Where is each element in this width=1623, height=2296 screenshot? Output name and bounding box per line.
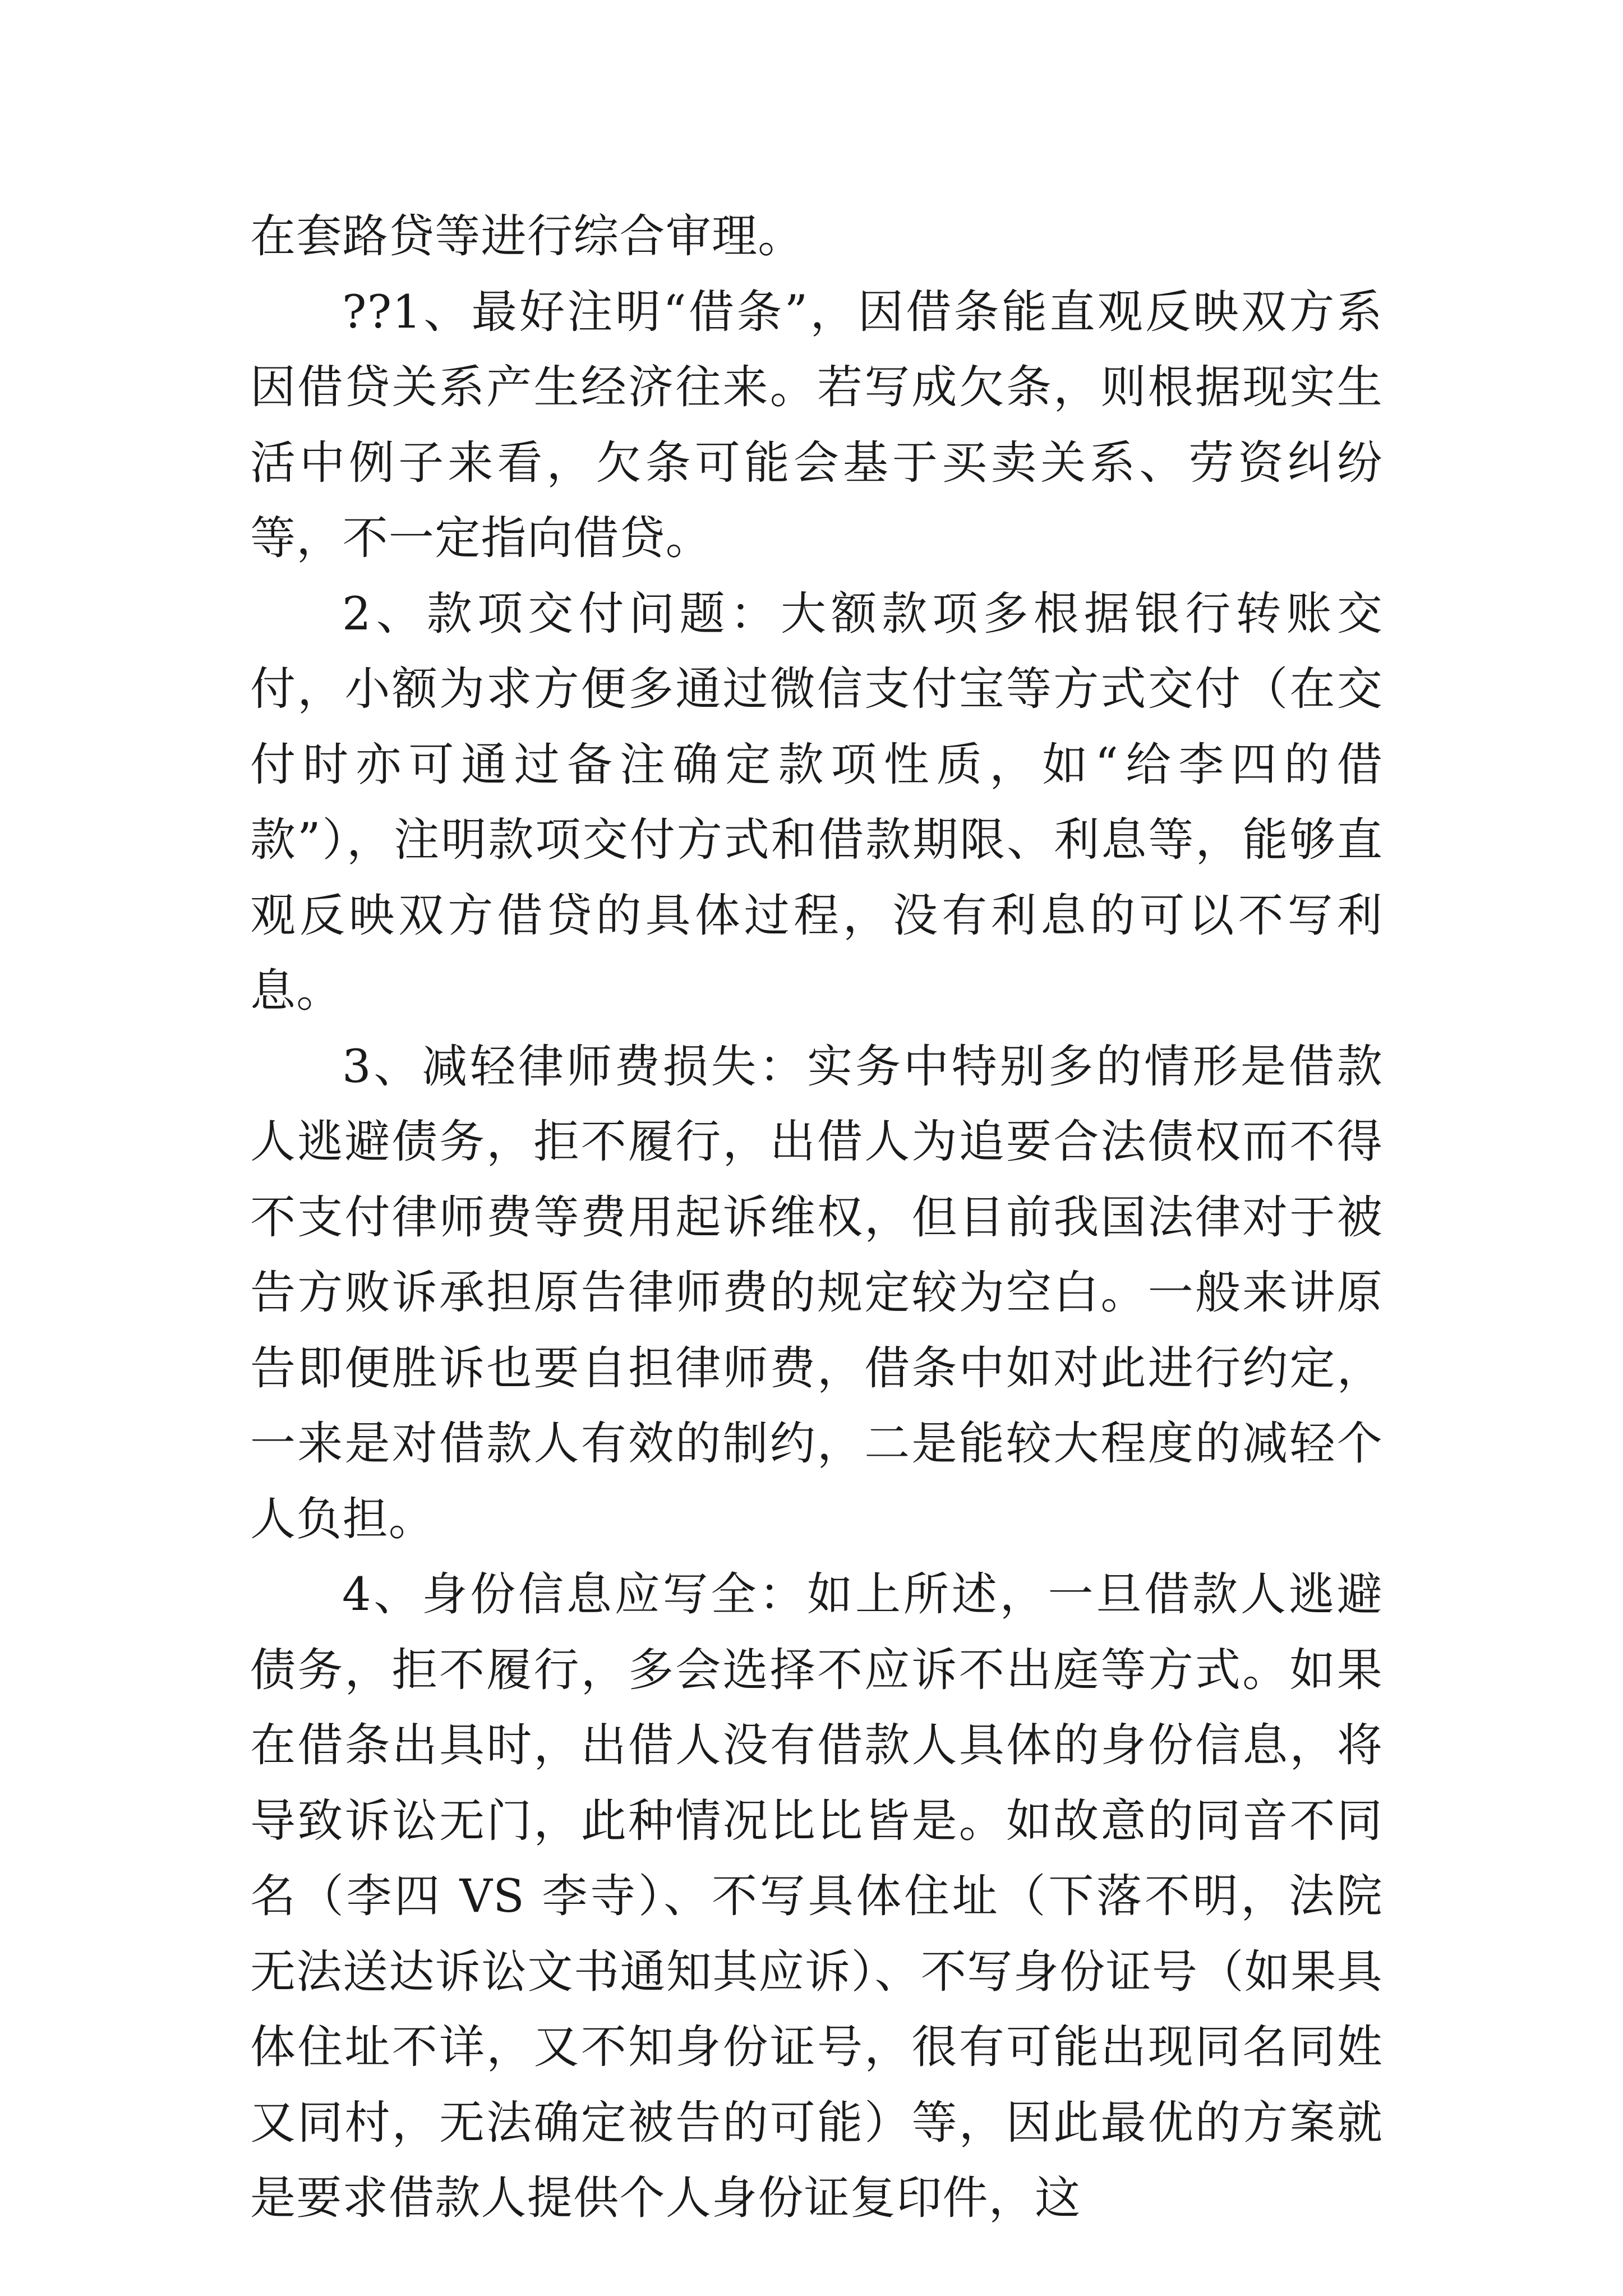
paragraph-continuation: 在套路贷等进行综合审理。 — [250, 210, 804, 263]
paragraph-item-1-iou-title: ??1、最好注明“借条”，因借条能直观反映双方系因借贷关系产生经济往来。若写成欠条，则根据现实生活中例子来看，欠条可能会基于买卖关系、劳资纠纷等，不一定指向借贷。 — [250, 286, 1383, 565]
paragraph-item-4-identity-info: 4、身份信息应写全：如上所述，一旦借款人逃避债务，拒不履行，多会选择不应诉不出庭等方式。如果在借条出具时，出借人没有借款人具体的身份信息，将导致诉讼无门，此种情况比比皆是。如故意的同音不同名（李四 VS 李寺）、不写具体住址（下落不明，法院无法送达诉讼文书通知其应诉）、不写身份证号（如果具体住址不详，又不知身份证号，很有可能出现同名同姓又同村，无法确定被告的可能）等，因此最优的方案就是要求借款人提供个人身份证复印件，这 — [250, 1568, 1383, 2225]
document-body — [250, 199, 1383, 2237]
paragraph-item-3-lawyer-fees: 3、减轻律师费损失：实务中特别多的情形是借款人逃避债务，拒不履行，出借人为追要合法债权而不得不支付律师费等费用起诉维权，但目前我国法律对于被告方败诉承担原告律师费的规定较为空白。一般来讲原告即便胜诉也要自担律师费，借条中如对此进行约定，一来是对借款人有效的制约，二是能较大程度的减轻个人负担。 — [250, 1040, 1383, 1546]
paragraph-item-2-payment-delivery: 2、款项交付问题：大额款项多根据银行转账交付，小额为求方便多通过微信支付宝等方式交付（在交付时亦可通过备注确定款项性质，如“给李四的借款”），注明款项交付方式和借款期限、利息等，能够直观反映双方借贷的具体过程，没有利息的可以不写利息。 — [250, 587, 1383, 1018]
